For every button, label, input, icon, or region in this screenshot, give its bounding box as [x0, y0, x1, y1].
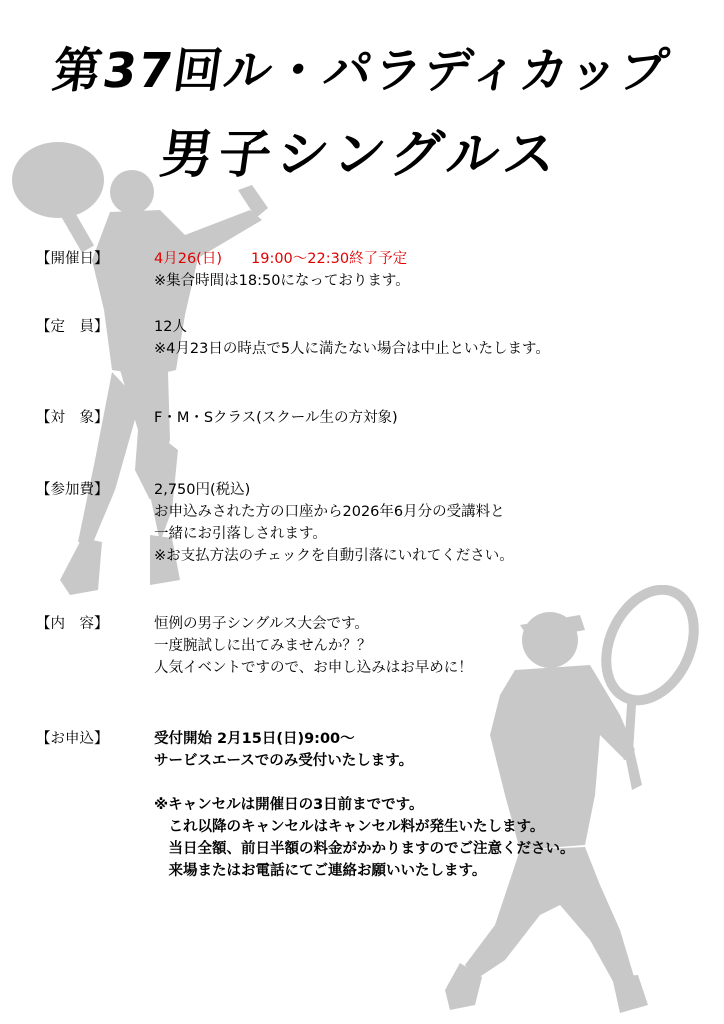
capacity-note: ※4月23日の時点で5人に満たない場合は中止といたします。 [154, 341, 550, 357]
apply-line2: サービスエースでのみ受付いたします。 [154, 753, 414, 769]
fee-main: 2,750円(税込) [154, 482, 251, 498]
apply-note1: ※キャンセルは開催日の3日前までです。 [154, 797, 424, 813]
target-main: F・M・Sクラス(スクール生の方対象) [154, 410, 398, 426]
target-label: 【対 象】 [36, 410, 109, 426]
date-main: 4月26(日) 19:00～22:30終了予定 [154, 251, 408, 267]
fee-label: 【参加費】 [36, 482, 109, 498]
apply-label: 【お申込】 [36, 731, 109, 747]
apply-note2: これ以降のキャンセルはキャンセル料が発生いたします。 [154, 819, 545, 835]
apply-note3: 当日全額、前日半額の料金がかかりますのでご注意ください。 [154, 841, 575, 857]
fee-line3: 一緒にお引落しされます。 [154, 526, 327, 542]
event-subtitle: 男子シングルス [156, 125, 566, 185]
apply-note4: 来場またはお電話にてご連絡お願いいたします。 [154, 863, 487, 879]
capacity-label: 【定 員】 [36, 319, 109, 335]
fee-line2: お申込みされた方の口座から2026年6月分の受講料と [154, 504, 505, 520]
apply-line1: 受付開始 2月15日(日)9:00～ [154, 731, 355, 747]
content-label: 【内 容】 [36, 616, 109, 632]
content-line1: 恒例の男子シングルス大会です。 [154, 616, 369, 632]
content-line3: 人気イベントですので、お申し込みはお早めに！ [154, 660, 473, 676]
apply-spacer [154, 772, 714, 794]
capacity-main: 12人 [154, 319, 187, 335]
date-label: 【開催日】 [36, 251, 109, 267]
content-line2: 一度腕試しに出てみませんか？？ [154, 638, 372, 654]
fee-note: ※お支払方法のチェックを自動引落にいれてください。 [154, 548, 514, 564]
date-note: ※集合時間は18:50になっております。 [154, 273, 410, 289]
event-title: 第37回ル・パラディカップ [49, 43, 674, 99]
